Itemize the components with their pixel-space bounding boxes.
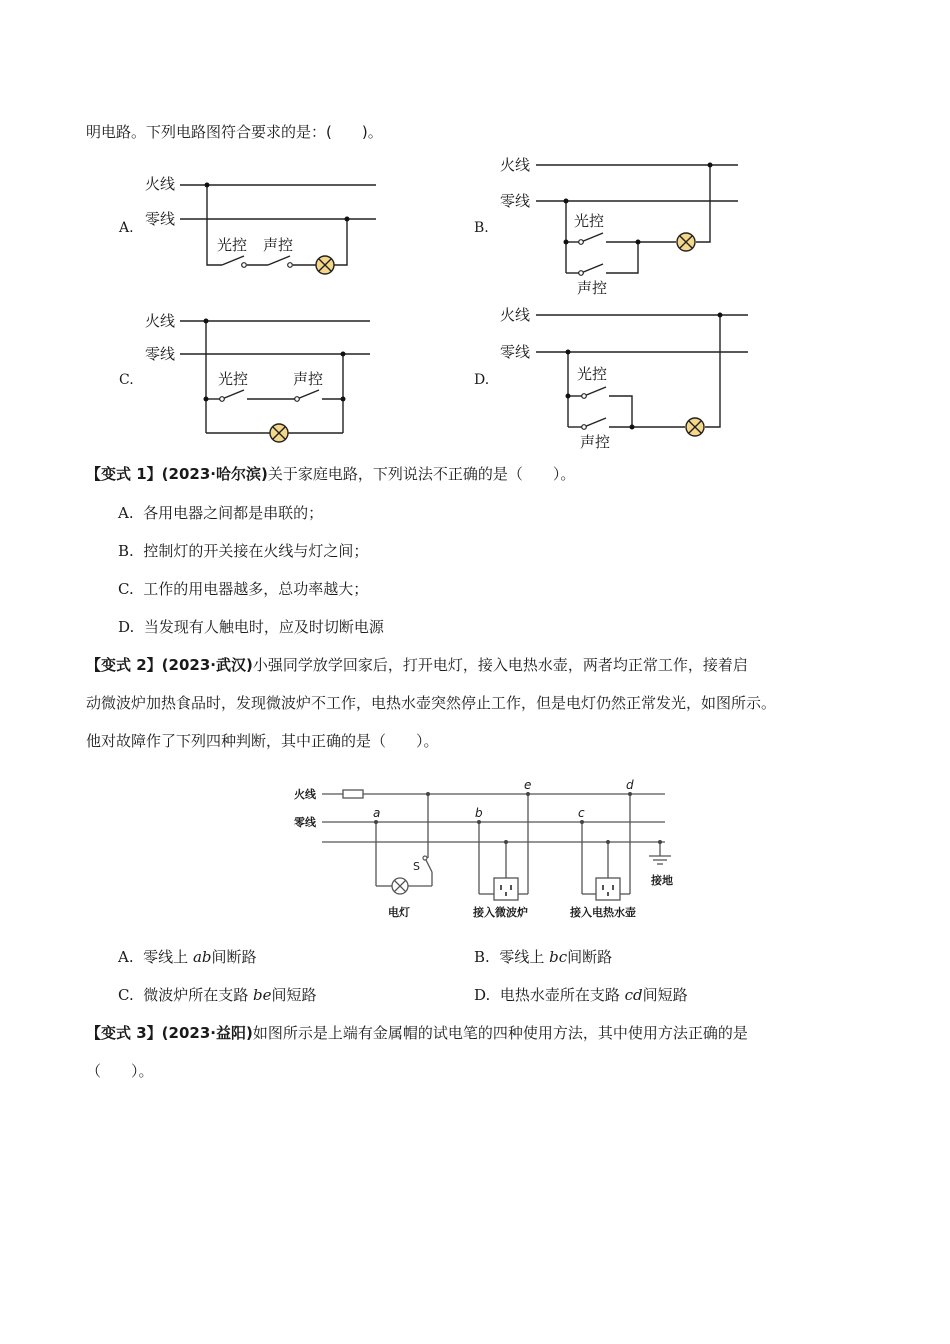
q3-stem-line2: （ ）。 [86, 1062, 154, 1080]
q3-stem-line1: 【变式 3】(2023·益阳)如图所示是上端有金属帽的试电笔的四种使用方法，其中使用方法正确的是 [86, 1024, 748, 1042]
q2-option-a: A. 零线上 ab间断路 [118, 948, 257, 966]
point-a-label: a [373, 806, 381, 820]
point-b-label: b [475, 806, 483, 820]
neutral-wire-label: 零线 [145, 210, 176, 228]
q2-option-d: D. 电热水壶所在支路 cd间短路 [474, 986, 688, 1004]
point-d-label: d [626, 778, 634, 792]
q1-option: A. 各用电器之间都是串联的； [118, 504, 324, 522]
live-wire-label: 火线 [145, 312, 176, 330]
neutral-wire-label: 零线 [500, 192, 531, 210]
q2-stem-line2: 动微波炉加热食品时，发现微波炉不工作，电热水壶突然停止工作，但是电灯仍然正常发光，如图所示。 [86, 694, 777, 712]
point-e-label: e [524, 778, 532, 792]
q2-option-c: C. 微波炉所在支路 be间短路 [118, 986, 317, 1004]
neutral-wire-label: 零线 [500, 343, 531, 361]
kettle-label: 接入电热水壶 [570, 906, 636, 919]
q2-option-b: B. 零线上 bc间断路 [474, 948, 613, 966]
circuit-b [474, 156, 738, 297]
q2-stem-line1: 【变式 2】(2023·武汉)小强同学放学回家后，打开电灯，接入电热水壶，两者均正常工作，接着启 [86, 656, 748, 674]
switch-label: S [413, 860, 420, 873]
ground-label: 接地 [651, 874, 673, 887]
light-switch-label: 光控 [574, 212, 605, 230]
q1-source: (2023·哈尔滨) [161, 465, 268, 483]
q1-option: D. 当发现有人触电时，应及时切断电源 [118, 618, 384, 636]
q1-option: B. 控制灯的开关接在火线与灯之间； [118, 542, 369, 560]
microwave-label: 接入微波炉 [473, 906, 528, 919]
q3-source: (2023·益阳) [161, 1024, 253, 1042]
q2-stem-line3: 他对故障作了下列四种判断，其中正确的是（ ）。 [86, 732, 439, 750]
neutral-wire-label: 零线 [145, 345, 176, 363]
q3-tag: 【变式 3】 [86, 1024, 162, 1042]
sound-switch-label: 声控 [293, 370, 324, 388]
light-switch-label: 光控 [218, 370, 249, 388]
sound-switch-label: 声控 [577, 279, 608, 297]
circuit-c [119, 312, 370, 442]
q1-stem [86, 464, 575, 484]
household-circuit-diagram [280, 772, 690, 922]
sound-switch-label: 声控 [580, 433, 611, 451]
circuit-a [118, 175, 376, 274]
option-a-label: A. [119, 220, 134, 236]
option-c-label: C. [119, 372, 134, 388]
q2-source: (2023·武汉) [161, 656, 253, 674]
q1-option: C. 工作的用电器越多，总功率越大； [118, 580, 369, 598]
neutral-wire-label: 零线 [294, 816, 316, 829]
live-wire-label: 火线 [500, 306, 531, 324]
light-switch-label: 光控 [577, 365, 608, 383]
circuit-diagrams [0, 150, 950, 455]
circuit-d [474, 306, 748, 451]
intro-text: 明电路。下列电路图符合要求的是：( )。 [86, 123, 383, 141]
q1-question: 关于家庭电路，下列说法不正确的是（ ）。 [267, 465, 576, 483]
option-b-label: B. [474, 220, 489, 236]
light-switch-label: 光控 [217, 236, 248, 254]
live-wire-label: 火线 [145, 175, 176, 193]
sound-switch-label: 声控 [263, 236, 294, 254]
live-wire-label: 火线 [294, 788, 316, 801]
point-c-label: c [578, 806, 585, 820]
q1-tag: 【变式 1】 [86, 465, 162, 483]
lamp-label: 电灯 [388, 906, 410, 919]
q2-tag: 【变式 2】 [86, 656, 162, 674]
live-wire-label: 火线 [500, 156, 531, 174]
option-d-label: D. [474, 372, 490, 388]
